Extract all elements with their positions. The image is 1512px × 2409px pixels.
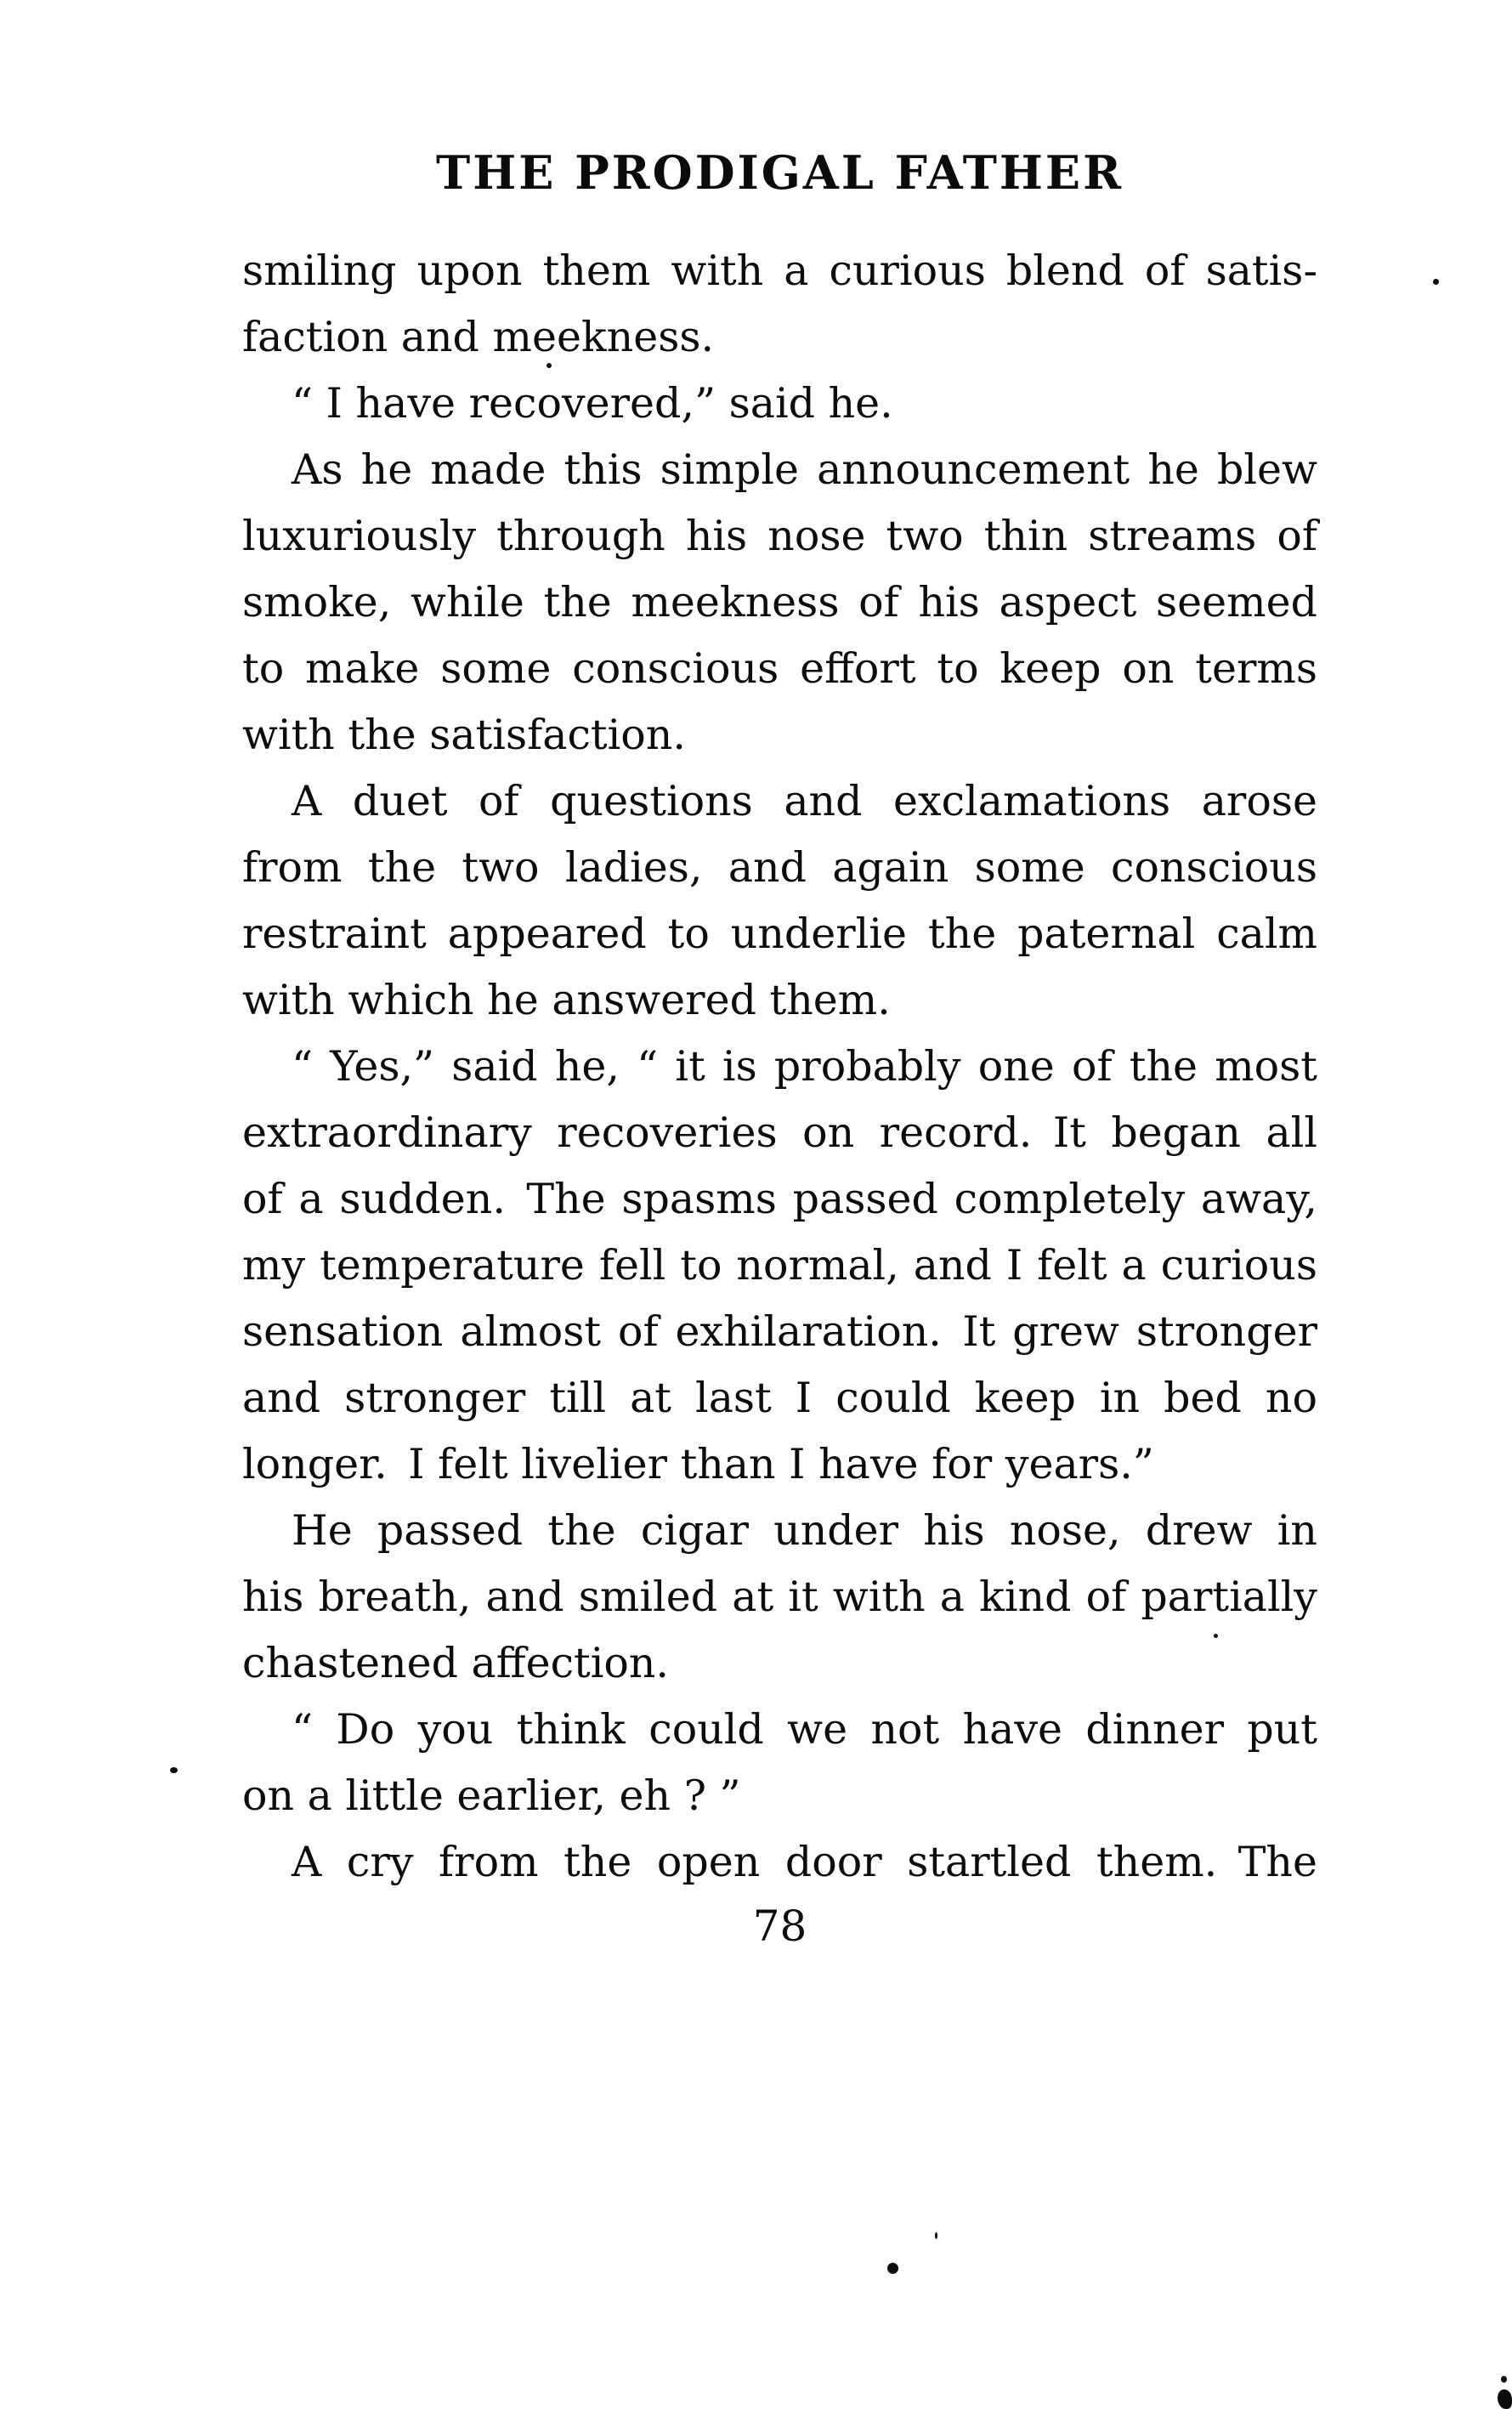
text-line: chastened affection. bbox=[242, 1639, 670, 1687]
text-line: his breath, and smiled at it with a kind of partially bbox=[242, 1573, 1317, 1621]
text-line: smiling upon them with a curious blend of satis- bbox=[242, 247, 1317, 295]
text-line: and stronger till at last I could keep in bed no bbox=[242, 1374, 1317, 1422]
text-line: extraordinary recoveries on record. It began all bbox=[242, 1108, 1317, 1157]
text-line: As he made this simple announcement he blew bbox=[292, 445, 1317, 494]
text-line: He passed the cigar under his nose, drew in bbox=[292, 1506, 1317, 1555]
ink-speck bbox=[1433, 279, 1439, 285]
text-line: “ Yes,” said he, “ it is probably one of the most bbox=[292, 1042, 1317, 1091]
text-line: of a sudden. The spasms passed completely away, bbox=[242, 1175, 1317, 1223]
text-line: “ I have recovered,” said he. bbox=[292, 379, 893, 428]
ink-speck bbox=[170, 1767, 178, 1773]
text-line: my temperature fell to normal, and I felt a curious bbox=[242, 1241, 1317, 1290]
text-line: A duet of questions and exclamations arose bbox=[292, 777, 1317, 825]
text-line: on a little earlier, eh ? ” bbox=[242, 1771, 741, 1820]
text-line: faction and meekness. bbox=[242, 313, 715, 361]
page-number: 78 bbox=[752, 1902, 807, 1951]
text-line: to make some conscious effort to keep on terms bbox=[242, 644, 1317, 693]
ink-speck bbox=[1214, 1634, 1218, 1638]
ink-speck bbox=[546, 363, 552, 368]
text-line: “ Do you think could we not have dinner put bbox=[292, 1705, 1317, 1754]
text-line: with the satisfaction. bbox=[242, 711, 686, 759]
text-line: A cry from the open door startled them. The bbox=[292, 1838, 1317, 1886]
text-line: longer. I felt livelier than I have for years.” bbox=[242, 1440, 1154, 1488]
text-line: smoke, while the meekness of his aspect seemed bbox=[242, 578, 1317, 626]
page-title: THE PRODIGAL FATHER bbox=[436, 145, 1124, 200]
ink-speck bbox=[1501, 2376, 1507, 2383]
text-line: sensation almost of exhilaration. It grew stronger bbox=[242, 1307, 1317, 1356]
text-line: restraint appeared to underlie the paternal calm bbox=[242, 910, 1317, 958]
text-block bbox=[242, 238, 1317, 1896]
text-line: with which he answered them. bbox=[242, 976, 891, 1024]
ink-speck bbox=[935, 2232, 937, 2239]
text-line: luxuriously through his nose two thin streams of bbox=[242, 512, 1317, 560]
ink-speck bbox=[887, 2263, 898, 2274]
text-line: from the two ladies, and again some conscious bbox=[242, 843, 1317, 892]
ink-speck bbox=[1498, 2389, 1512, 2409]
